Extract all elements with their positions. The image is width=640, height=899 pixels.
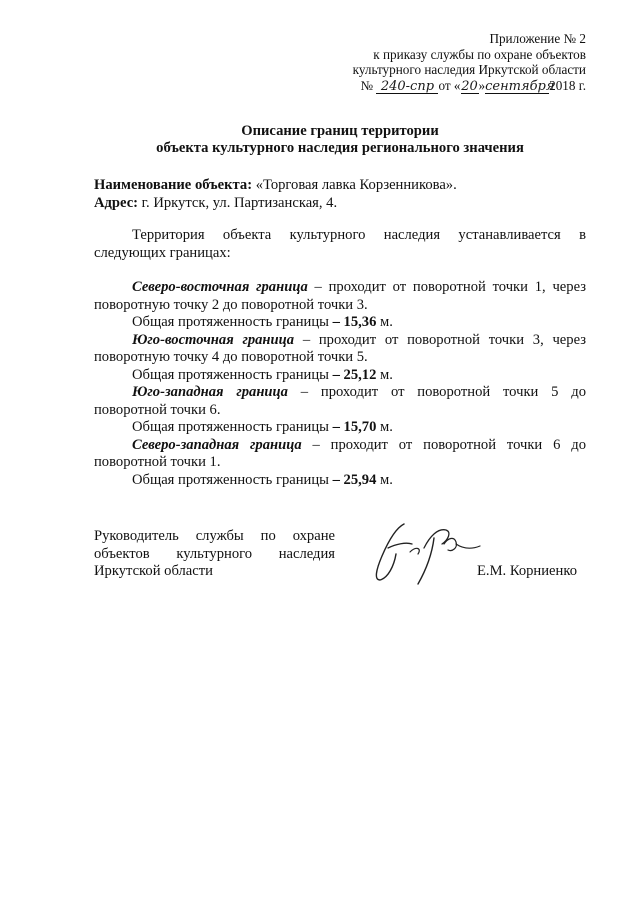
title-line-2: объекта культурного наследия регионального значения (156, 140, 524, 156)
length-value: – 25,12 (328, 366, 377, 383)
boundary-sw-name: Юго-западная граница (132, 384, 288, 400)
boundary-ne-desc-2: поворотную точку 2 до поворотной точки 3. (94, 296, 368, 313)
order-number-line (353, 78, 586, 94)
appendix-line-3: культурного наследия Иркутской области (352, 62, 586, 78)
object-name-label: Наименование объекта: (94, 177, 253, 193)
boundary-sw-desc-2: поворотной точки 6. (94, 401, 221, 418)
length-label: Общая протяженность границы (132, 314, 329, 330)
day-field (461, 79, 479, 94)
boundary-se-desc-2: поворотную точку 4 до поворотной точки 5. (94, 349, 368, 365)
length-unit: м. (376, 471, 393, 488)
boundaries-list (94, 279, 586, 489)
month-field (485, 78, 555, 94)
year-suffix: 2018 г. (549, 77, 586, 93)
boundary-se-length (94, 367, 586, 385)
boundary-se-line-1 (94, 332, 586, 350)
length-unit: м. (376, 419, 393, 435)
length-unit: м. (376, 366, 393, 383)
appendix-line-1: Приложение № 2 (489, 31, 586, 46)
boundary-ne-name: Северо-восточная граница (132, 279, 308, 295)
signer-position (94, 528, 335, 581)
object-name-line (94, 176, 457, 194)
length-label: Общая протяженность границы (132, 471, 329, 488)
order-number-handwritten: 240-спр (380, 78, 435, 94)
boundary-nw-desc-1: – проходит от поворотной точки 6 до (301, 436, 586, 453)
order-number-field (376, 79, 438, 94)
title-line-1: Описание границ территории (241, 123, 439, 139)
boundary-se-name: Юго-восточная граница (132, 331, 295, 348)
appendix-header (353, 31, 586, 94)
signer-line-1: Руководитель службы по охране (94, 528, 335, 544)
length-unit: м. (376, 314, 393, 330)
boundary-nw-length (94, 472, 586, 490)
address-value: г. Иркутск, ул. Партизанская, 4. (138, 195, 338, 211)
object-name-value: «Торговая лавка Корзенникова». (252, 177, 457, 193)
boundary-sw-length (94, 419, 586, 437)
boundary-nw-name: Северо-западная граница (132, 436, 302, 453)
boundary-se-desc-1: – проходит от поворотной точки 3, через (294, 331, 586, 348)
length-label: Общая протяженность границы (132, 419, 329, 435)
length-value: – 15,70 (328, 419, 377, 435)
length-value: – 25,94 (328, 471, 377, 488)
intro-line-2: следующих границах: (94, 244, 231, 261)
month-handwritten: сентября (485, 78, 555, 94)
number-sign: № (360, 77, 374, 93)
boundary-ne-line-1 (94, 279, 586, 297)
length-value: – 15,36 (328, 314, 377, 330)
boundary-ne-length (94, 314, 586, 332)
object-info (94, 176, 457, 212)
boundary-ne-desc-1: – проходит от поворотной точки 1, через (307, 279, 586, 295)
length-label: Общая протяженность границы (132, 366, 329, 383)
document-title (0, 123, 640, 157)
from-label: от « (438, 77, 461, 93)
signer-line-3: Иркутской области (94, 563, 213, 579)
handwritten-signature (366, 518, 486, 590)
boundary-nw-line-1 (94, 437, 586, 455)
day-handwritten: 20 (461, 78, 478, 94)
object-address-line (94, 194, 457, 212)
intro-line-1: Территория объекта культурного наследия устанавливается в (132, 227, 586, 243)
intro-paragraph (94, 227, 586, 262)
boundary-sw-line-1 (94, 384, 586, 402)
boundary-sw-desc-1: – проходит от поворотной точки 5 до (287, 384, 586, 400)
signer-line-2: объектов культурного наследия (94, 545, 335, 562)
appendix-line-2: к приказу службы по охране объектов (373, 46, 586, 62)
boundary-nw-desc-2: поворотной точки 1. (94, 454, 221, 470)
address-label: Адрес: (94, 195, 139, 211)
quote-close: » (478, 77, 486, 93)
signer-name: Е.М. Корниенко (477, 563, 577, 579)
